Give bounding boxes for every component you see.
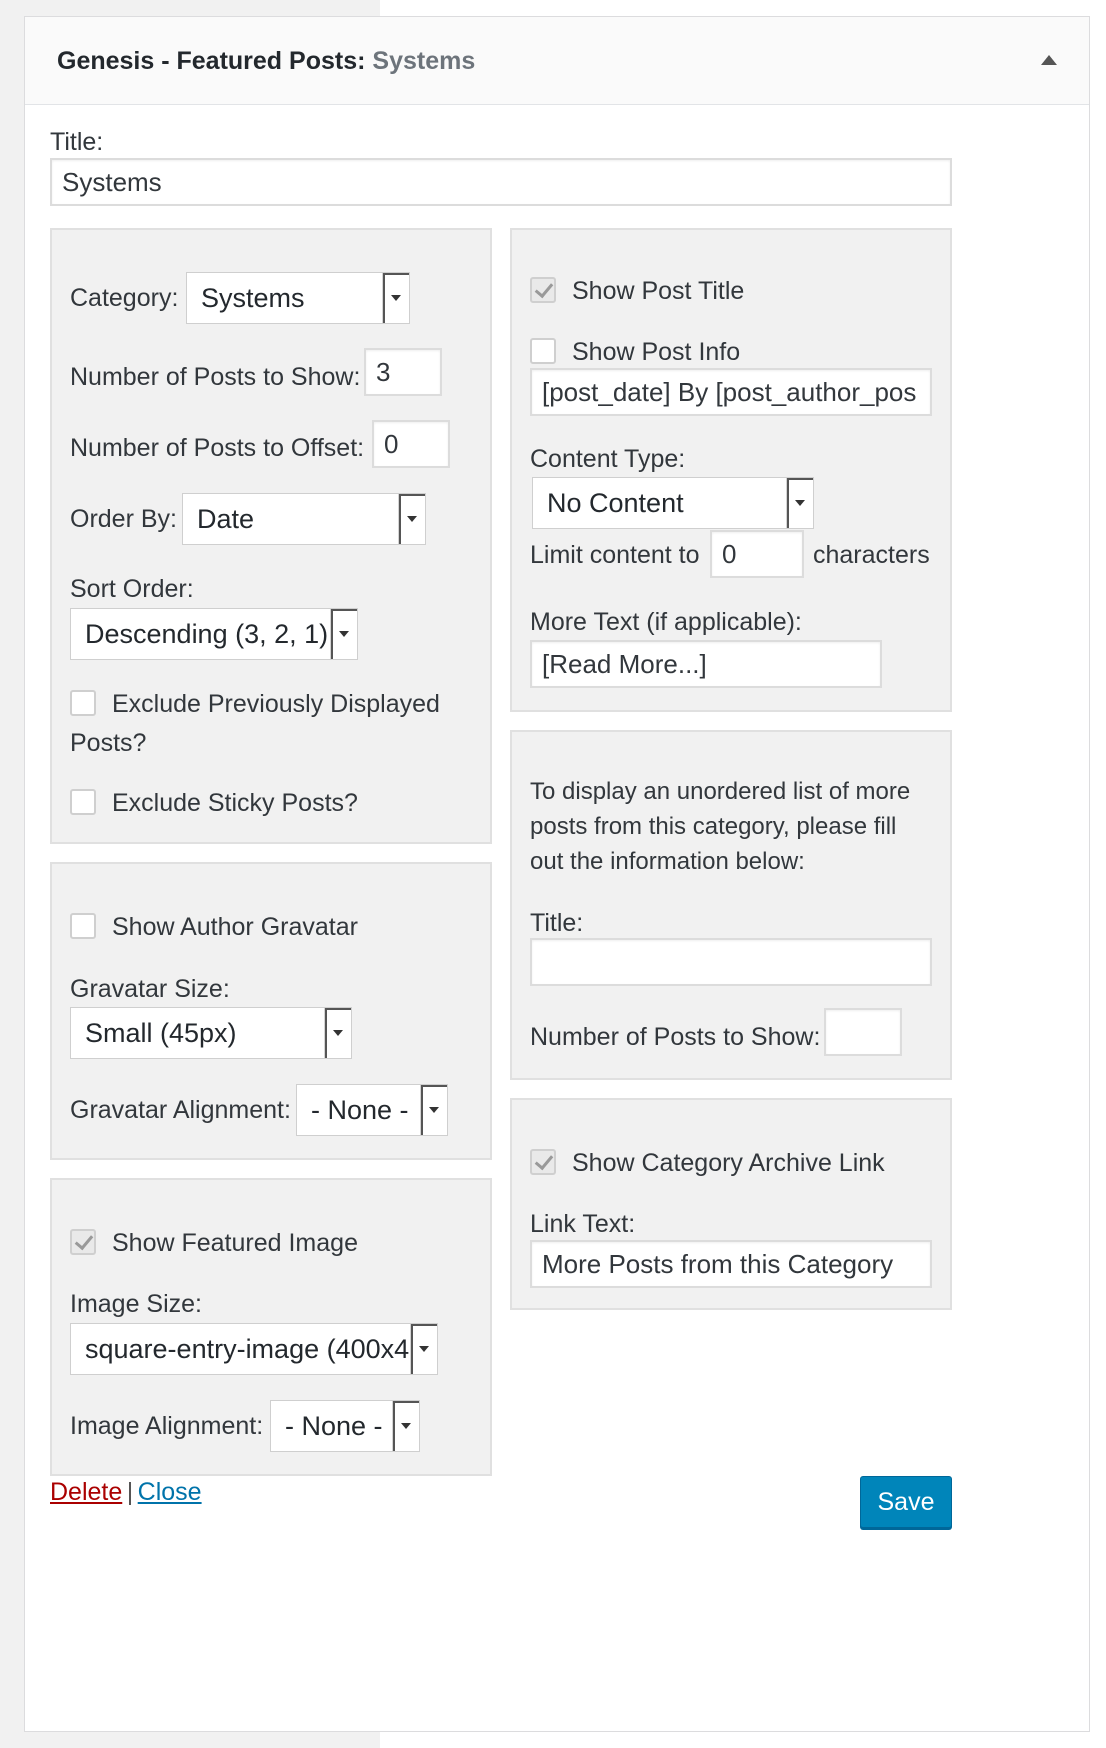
order-by-label: Order By: xyxy=(70,505,177,533)
show-image-label: Show Featured Image xyxy=(112,1229,358,1257)
exclude-sticky-label: Exclude Sticky Posts? xyxy=(112,789,358,817)
save-button[interactable]: Save xyxy=(860,1476,952,1528)
widget-control-actions xyxy=(50,1478,202,1507)
num-posts-label: Number of Posts to Show: xyxy=(70,363,361,391)
exclude-displayed-label: Exclude Previously Displayed xyxy=(112,690,440,718)
link-text-label: Link Text: xyxy=(530,1210,636,1238)
chevron-down-icon xyxy=(324,1008,351,1058)
more-posts-description-3: out the information below: xyxy=(530,848,805,875)
link-text-input[interactable]: More Posts from this Category xyxy=(530,1240,932,1288)
close-link[interactable]: Close xyxy=(137,1478,202,1506)
image-size-select-value: square-entry-image (400x4 xyxy=(85,1334,410,1364)
chevron-down-icon xyxy=(410,1324,437,1374)
offset-label: Number of Posts to Offset: xyxy=(70,434,365,462)
exclude-sticky-checkbox[interactable] xyxy=(70,789,96,815)
order-by-select-value: Date xyxy=(197,504,255,534)
category-label: Category: xyxy=(70,284,179,312)
order-by-select[interactable] xyxy=(182,493,426,545)
limit-content-label: Limit content to xyxy=(530,541,700,569)
delete-link[interactable]: Delete xyxy=(50,1478,123,1506)
limit-content-input[interactable]: 0 xyxy=(710,530,804,578)
chevron-down-icon xyxy=(330,609,357,659)
show-title-label: Show Post Title xyxy=(572,277,745,305)
post-info-input[interactable]: [post_date] By [post_author_pos xyxy=(530,368,932,416)
widget-title xyxy=(57,47,475,76)
sort-order-label: Sort Order: xyxy=(70,575,194,603)
exclude-displayed-checkbox[interactable] xyxy=(70,690,96,716)
more-posts-description-1: To display an unordered list of more xyxy=(530,778,911,805)
widget-header[interactable] xyxy=(25,17,1089,105)
category-select[interactable] xyxy=(186,272,410,324)
offset-input[interactable]: 0 xyxy=(372,420,450,468)
content-type-label: Content Type: xyxy=(530,445,686,473)
image-size-label: Image Size: xyxy=(70,1290,203,1318)
collapse-arrow-icon[interactable] xyxy=(1041,55,1057,65)
limit-content-suffix: characters xyxy=(813,541,930,569)
show-info-checkbox[interactable] xyxy=(530,338,556,364)
num-posts-input[interactable]: 3 xyxy=(364,348,442,396)
gravatar-alignment-select[interactable] xyxy=(296,1084,448,1136)
image-alignment-label: Image Alignment: xyxy=(70,1412,264,1440)
show-title-checkbox[interactable] xyxy=(530,277,556,303)
gravatar-alignment-select-value: - None - xyxy=(311,1095,409,1125)
widget-title-instance: Systems xyxy=(372,47,476,75)
more-posts-num-label: Number of Posts to Show: xyxy=(530,1023,821,1051)
more-posts-description-2: posts from this category, please fill xyxy=(530,813,897,840)
chevron-down-icon xyxy=(382,273,409,323)
more-posts-title-input[interactable] xyxy=(530,938,932,986)
gravatar-size-label: Gravatar Size: xyxy=(70,975,230,1003)
show-archive-link-label: Show Category Archive Link xyxy=(572,1149,885,1177)
show-gravatar-checkbox[interactable] xyxy=(70,913,96,939)
gravatar-size-select-value: Small (45px) xyxy=(85,1018,237,1048)
show-image-checkbox[interactable] xyxy=(70,1229,96,1255)
more-posts-num-input[interactable] xyxy=(824,1008,902,1056)
content-type-select-value: No Content xyxy=(547,488,684,518)
category-select-value: Systems xyxy=(201,283,305,313)
content-type-select[interactable] xyxy=(532,477,814,529)
more-text-label: More Text (if applicable): xyxy=(530,608,802,636)
widget-title-prefix: Genesis - Featured Posts: xyxy=(57,47,366,75)
show-gravatar-label: Show Author Gravatar xyxy=(112,913,358,941)
image-size-select[interactable] xyxy=(70,1323,438,1375)
chevron-down-icon xyxy=(420,1085,447,1135)
title-label: Title: xyxy=(50,128,104,156)
chevron-down-icon xyxy=(786,478,813,528)
chevron-down-icon xyxy=(392,1401,419,1451)
sort-order-select-value: Descending (3, 2, 1) xyxy=(85,619,329,649)
show-archive-link-checkbox[interactable] xyxy=(530,1149,556,1175)
gravatar-size-select[interactable] xyxy=(70,1007,352,1059)
show-info-label: Show Post Info xyxy=(572,338,741,366)
title-input[interactable]: Systems xyxy=(50,158,952,206)
more-text-input[interactable]: [Read More...] xyxy=(530,640,882,688)
action-separator: | xyxy=(126,1478,134,1506)
image-alignment-select-value: - None - xyxy=(285,1411,383,1441)
image-alignment-select[interactable] xyxy=(270,1400,420,1452)
chevron-down-icon xyxy=(398,494,425,544)
exclude-displayed-label-cont: Posts? xyxy=(70,729,147,757)
gravatar-alignment-label: Gravatar Alignment: xyxy=(70,1096,291,1124)
more-posts-title-label: Title: xyxy=(530,909,584,937)
sort-order-select[interactable] xyxy=(70,608,358,660)
